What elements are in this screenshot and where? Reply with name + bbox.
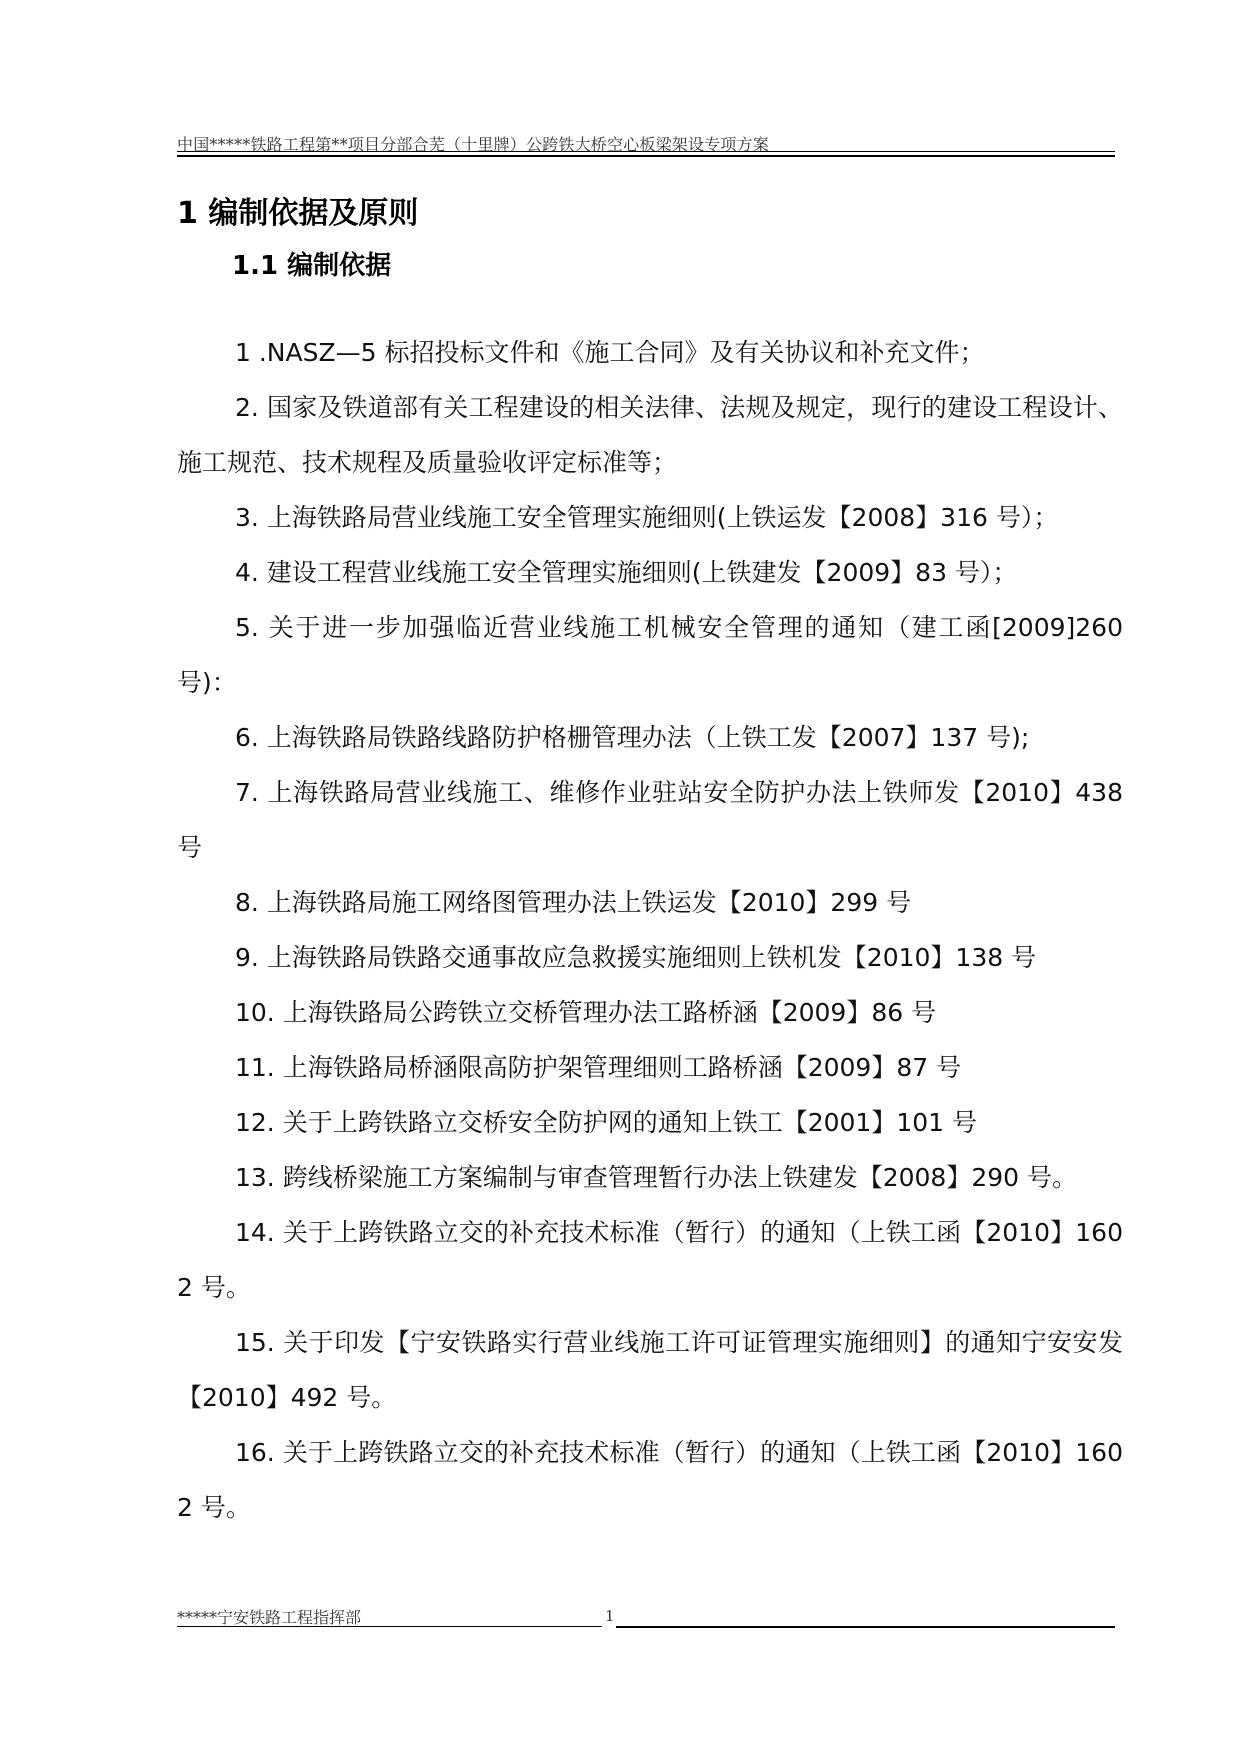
header-rule-thick <box>177 155 1115 157</box>
list-item: 1 .NASZ—5 标招投标文件和《施工合同》及有关协议和补充文件； <box>235 338 985 367</box>
list-item: 16. 关于上跨铁路立交的补充技术标准（暂行）的通知（上铁工函【2010】1602 号。 <box>177 1438 1123 1522</box>
section-heading: 1 编制依据及原则 <box>177 196 419 231</box>
list-item: 4. 建设工程营业线施工安全管理实施细则(上铁建发【2009】83 号）； <box>235 558 1018 587</box>
footer-org: *****宁安铁路工程指挥部 <box>177 1608 362 1627</box>
list-item: 14. 关于上跨铁路立交的补充技术标准（暂行）的通知（上铁工函【2010】1602 号。 <box>177 1218 1123 1302</box>
page-number: 1 <box>605 1607 615 1625</box>
header-rule <box>177 151 1115 152</box>
list-item: 8. 上海铁路局施工网络图管理办法上铁运发【2010】299 号 <box>235 888 912 917</box>
list-item: 11. 上海铁路局桥涵限高防护架管理细则工路桥涵【2009】87 号 <box>235 1053 962 1082</box>
list-item: 10. 上海铁路局公跨铁立交桥管理办法工路桥涵【2009】86 号 <box>235 998 937 1027</box>
list-item: 13. 跨线桥梁施工方案编制与审查管理暂行办法上铁建发【2008】290 号。 <box>235 1163 1077 1192</box>
list-item: 2. 国家及铁道部有关工程建设的相关法律、法规及规定，现行的建设工程设计、施工规范、技术规程及质量验收评定标准等； <box>177 393 1123 477</box>
list-item: 5. 关于进一步加强临近营业线施工机械安全管理的通知（建工函[2009]260 号)： <box>177 613 1123 697</box>
section-subheading: 1.1 编制依据 <box>232 251 392 281</box>
header-title: 中国*****铁路工程第**项目分部合芜（十里牌）公跨铁大桥空心板梁架设专项方案 <box>177 135 770 154</box>
footer-rule <box>177 1626 602 1627</box>
footer-rule-thick <box>616 1626 1115 1628</box>
list-item: 3. 上海铁路局营业线施工安全管理实施细则(上铁运发【2008】316 号）； <box>235 503 1059 532</box>
list-item: 6. 上海铁路局铁路线路防护格栅管理办法（上铁工发【2007】137 号); <box>235 723 1030 752</box>
list-item: 12. 关于上跨铁路立交桥安全防护网的通知上铁工【2001】101 号 <box>235 1108 977 1137</box>
list-item: 9. 上海铁路局铁路交通事故应急救援实施细则上铁机发【2010】138 号 <box>235 943 1037 972</box>
list-item: 15. 关于印发【宁安铁路实行营业线施工许可证管理实施细则】的通知宁安安发【2010】492 号。 <box>177 1328 1123 1412</box>
document-body <box>177 325 1123 1535</box>
list-item: 7. 上海铁路局营业线施工、维修作业驻站安全防护办法上铁师发【2010】438 号 <box>177 778 1123 862</box>
